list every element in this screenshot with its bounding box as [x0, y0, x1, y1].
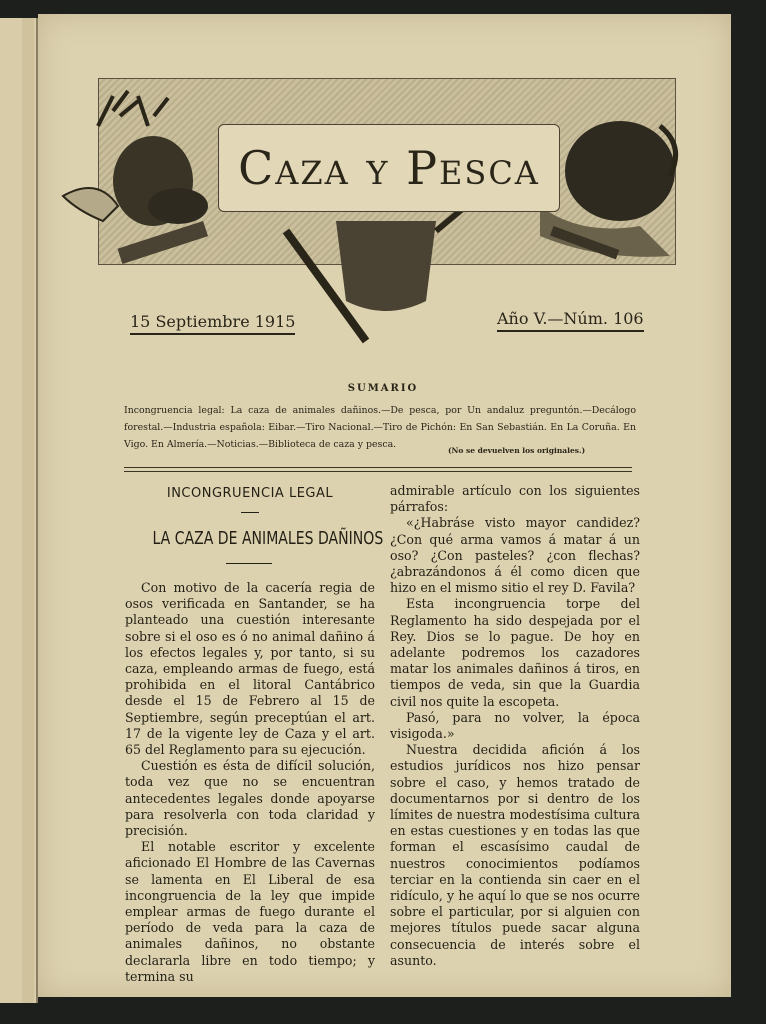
article-column-right — [390, 483, 640, 969]
originals-note: (No se devuelven los originales.) — [448, 446, 586, 455]
article-title: LA CAZA DE ANIMALES DAÑINOS — [152, 528, 384, 549]
article-column-left — [125, 580, 375, 985]
section-dash — [241, 512, 259, 513]
title-rule — [226, 563, 272, 564]
hunting-gear-icon — [276, 211, 476, 361]
section-heading: INCONGRUENCIA LEGAL — [166, 486, 334, 501]
divider-rule — [124, 467, 632, 468]
left-page-fold — [22, 18, 34, 1003]
sumario-heading: SUMARIO — [347, 383, 419, 394]
issue-number: Año V.—Núm. 106 — [497, 309, 644, 332]
paragraph: admirable artículo con los siguientes párrafos: — [390, 483, 640, 515]
paragraph: Pasó, para no volver, la época visigoda.» — [390, 709, 640, 742]
paragraph: Esta incongruencia torpe del Reglamento ha sido despejada por el Rey. Dios se lo pague. De hoy en adelante podremos los cazadores matar los animales dañinos á tiros, en tiempos de veda, sin que la Guardia civil nos quite la escopeta. — [390, 596, 640, 709]
divider-rule — [124, 471, 632, 472]
paragraph: El notable escritor y excelente aficionado El Hombre de las Cavernas se lamenta en El Liberal de esa incongruencia de la ley que impide emplear armas de fuego durante el período de veda para la caza de animales dañinos, no obstante declararla libre en todo tiempo; y termina su — [125, 839, 375, 984]
issue-date: 15 Septiembre 1915 — [130, 312, 295, 335]
masthead — [58, 66, 686, 276]
sumario-text: Incongruencia legal: La caza de animales dañinos.—De pesca, por Un andaluz preguntón.—Decálogo forestal.—Industria española: Eibar.—Tiro Nacional.—Tiro de Pichón: En San Sebastián. En La Coruña. En Vigo. En Almería.—Noticias.—Biblioteca de caza y pesca. — [124, 405, 636, 450]
paragraph: Nuestra decidida afición á los estudios jurídicos nos hizo pensar sobre el caso, y hemos tratado de documentarnos por si dentro de los límites de nuestra modestísima cultura en estas cuestiones y en todas las que forman el escasísimo caudal de nuestros conocimientos podíamos terciar en la contienda sin caer en el ridículo, y he aquí lo que se nos ocurre sobre el particular, por si alguien con mejores títulos puede sacar alguna consecuencia de interés sobre el asunto. — [390, 742, 640, 968]
magazine-title: Caza y Pesca — [238, 141, 540, 195]
masthead-title-box — [218, 124, 560, 212]
paragraph: Con motivo de la cacería regia de osos verificada en Santander, se ha planteado una cuestión interesante sobre si el oso es ó no animal dañino á los efectos legales y, por tanto, si su caza, empleando armas de fuego, está prohibida en el litoral Cantábrico desde el 15 de Febrero al 15 de Septiembre, según preceptúan el art. 17 de la vigente ley de Caza y el art. 65 del Reglamento para su ejecución. — [125, 580, 375, 758]
paragraph: Cuestión es ésta de difícil solución, toda vez que no se encuentran antecedentes legales donde apoyarse para resolverla con toda claridad y precisión. — [125, 758, 375, 839]
stag-head-icon — [58, 86, 228, 266]
paragraph: «¿Habráse visto mayor candidez? ¿Con qué arma vamos á matar á un oso? ¿Con pasteles? ¿con flechas? ¿abrazándonos á él como dicen que hizo en el mismo sitio el rey D. Favila? — [390, 515, 640, 596]
